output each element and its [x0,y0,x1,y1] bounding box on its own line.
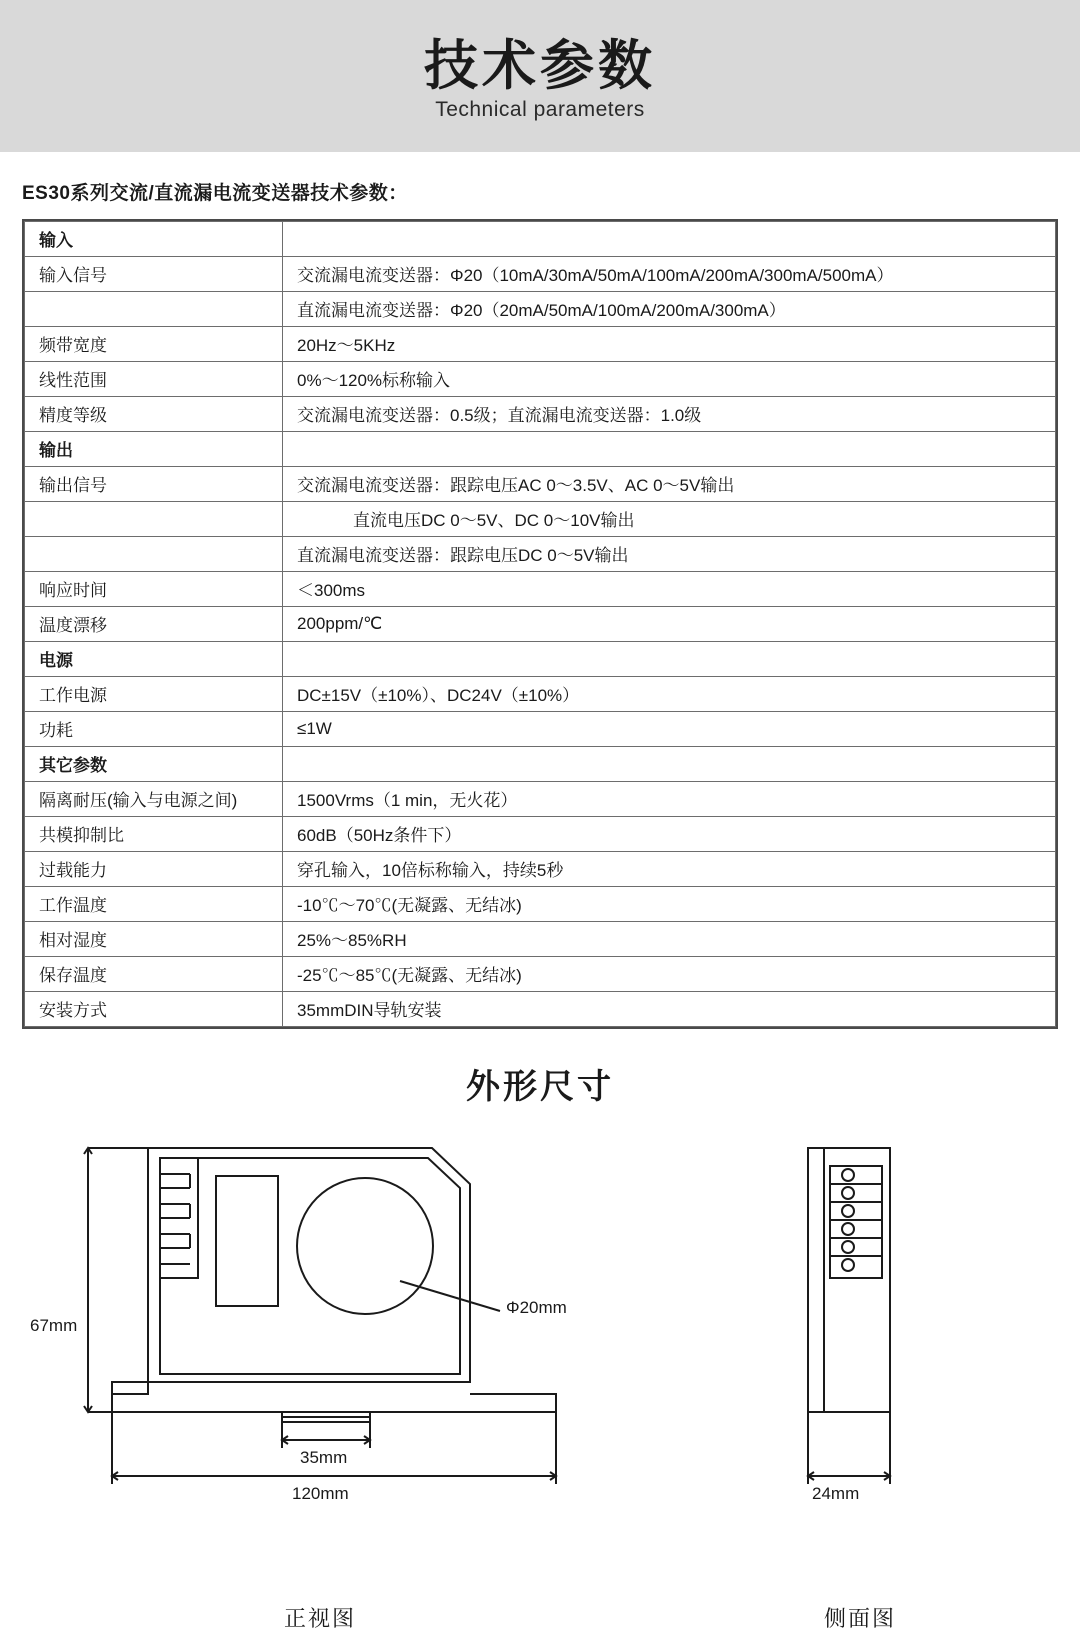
table-row [25,957,1056,992]
spec-key-cell: 线性范围 [25,362,283,397]
table-row [25,292,1056,327]
spec-key-cell: 输出信号 [25,467,283,502]
spec-key-cell: 温度漂移 [25,607,283,642]
spec-table-container [22,219,1058,1029]
spec-key-cell: 其它参数 [25,747,283,782]
spec-value-cell [283,222,1056,257]
spec-key-cell: 输出 [25,432,283,467]
table-row [25,467,1056,502]
table-row [25,607,1056,642]
spec-key-cell: 功耗 [25,712,283,747]
table-row [25,572,1056,607]
spec-value-cell: -25℃～85℃(无凝露、无结冰) [283,957,1056,992]
spec-key-cell: 响应时间 [25,572,283,607]
spec-value-cell: 交流漏电流变送器：跟踪电压AC 0～3.5V、AC 0～5V输出 [283,467,1056,502]
table-row [25,712,1056,747]
spec-key-cell: 精度等级 [25,397,283,432]
spec-key-cell: 共模抑制比 [25,817,283,852]
spec-value-cell: 20Hz～5KHz [283,327,1056,362]
table-row [25,327,1056,362]
dimensions-title: 外形尺寸 [466,1068,614,1106]
table-row [25,397,1056,432]
spec-key-cell: 过载能力 [25,852,283,887]
table-row [25,257,1056,292]
drawings-svg [0,1126,1080,1596]
table-row [25,362,1056,397]
spec-value-cell [283,747,1056,782]
table-row [25,537,1056,572]
spec-value-cell: 35mmDIN导轨安装 [283,992,1056,1027]
table-row [25,852,1056,887]
spec-key-cell: 安装方式 [25,992,283,1027]
drawing-captions [0,1602,1080,1633]
table-row [25,922,1056,957]
spec-key-cell: 输入信号 [25,257,283,292]
spec-value-cell: 200ppm/℃ [283,607,1056,642]
spec-value-cell: 直流电压DC 0～5V、DC 0～10V输出 [283,502,1056,537]
spec-value-cell [283,642,1056,677]
spec-value-cell: 1500Vrms（1 min，无火花） [283,782,1056,817]
spec-key-cell: 隔离耐压(输入与电源之间) [25,782,283,817]
table-row [25,677,1056,712]
spec-key-cell [25,502,283,537]
table-row [25,817,1056,852]
spec-value-cell: 25%～85%RH [283,922,1056,957]
technical-parameters-table [24,221,1056,1027]
spec-key-cell: 电源 [25,642,283,677]
table-row [25,747,1056,782]
front-view-caption: 正视图 [283,1606,356,1631]
spec-value-cell: 交流漏电流变送器：Φ20（10mA/30mA/50mA/100mA/200mA/300mA/500mA） [283,257,1056,292]
spec-key-cell: 保存温度 [25,957,283,992]
spec-value-cell: 直流漏电流变送器：Φ20（20mA/50mA/100mA/200mA/300mA） [283,292,1056,327]
spec-key-cell: 频带宽度 [25,327,283,362]
spec-value-cell [283,432,1056,467]
spec-key-cell: 输入 [25,222,283,257]
spec-value-cell: 0%～120%标称输入 [283,362,1056,397]
page-header-banner [0,0,1080,152]
spec-key-cell [25,537,283,572]
front-rail-label: 35mm [300,1448,348,1467]
front-width-label: 120mm [292,1484,349,1503]
spec-value-cell: -10℃～70℃(无凝露、无结冰) [283,887,1056,922]
spec-value-cell: ≤1W [283,712,1056,747]
spec-table-caption: ES30系列交流/直流漏电流变送器技术参数： [22,183,408,204]
spec-value-cell: DC±15V（±10%）、DC24V（±10%） [283,677,1056,712]
table-row [25,432,1056,467]
table-row [25,642,1056,677]
table-row [25,782,1056,817]
spec-value-cell: 直流漏电流变送器：跟踪电压DC 0～5V输出 [283,537,1056,572]
page-subtitle: Technical parameters [435,98,645,122]
spec-key-cell: 工作温度 [25,887,283,922]
side-view-caption: 侧面图 [823,1606,896,1631]
spec-key-cell: 相对湿度 [25,922,283,957]
spec-key-cell [25,292,283,327]
front-height-label: 67mm [30,1316,78,1335]
front-hole-label: Φ20mm [506,1298,567,1317]
table-row [25,887,1056,922]
page-title: 技术参数 [424,35,656,96]
spec-value-cell: 穿孔输入，10倍标称输入，持续5秒 [283,852,1056,887]
spec-value-cell: 60dB（50Hz条件下） [283,817,1056,852]
table-row [25,502,1056,537]
table-row [25,992,1056,1027]
table-row [25,222,1056,257]
side-width-label: 24mm [812,1484,860,1503]
dimension-drawings [0,1126,1080,1596]
spec-key-cell: 工作电源 [25,677,283,712]
spec-value-cell: ＜300ms [283,572,1056,607]
spec-value-cell: 交流漏电流变送器：0.5级；直流漏电流变送器：1.0级 [283,397,1056,432]
